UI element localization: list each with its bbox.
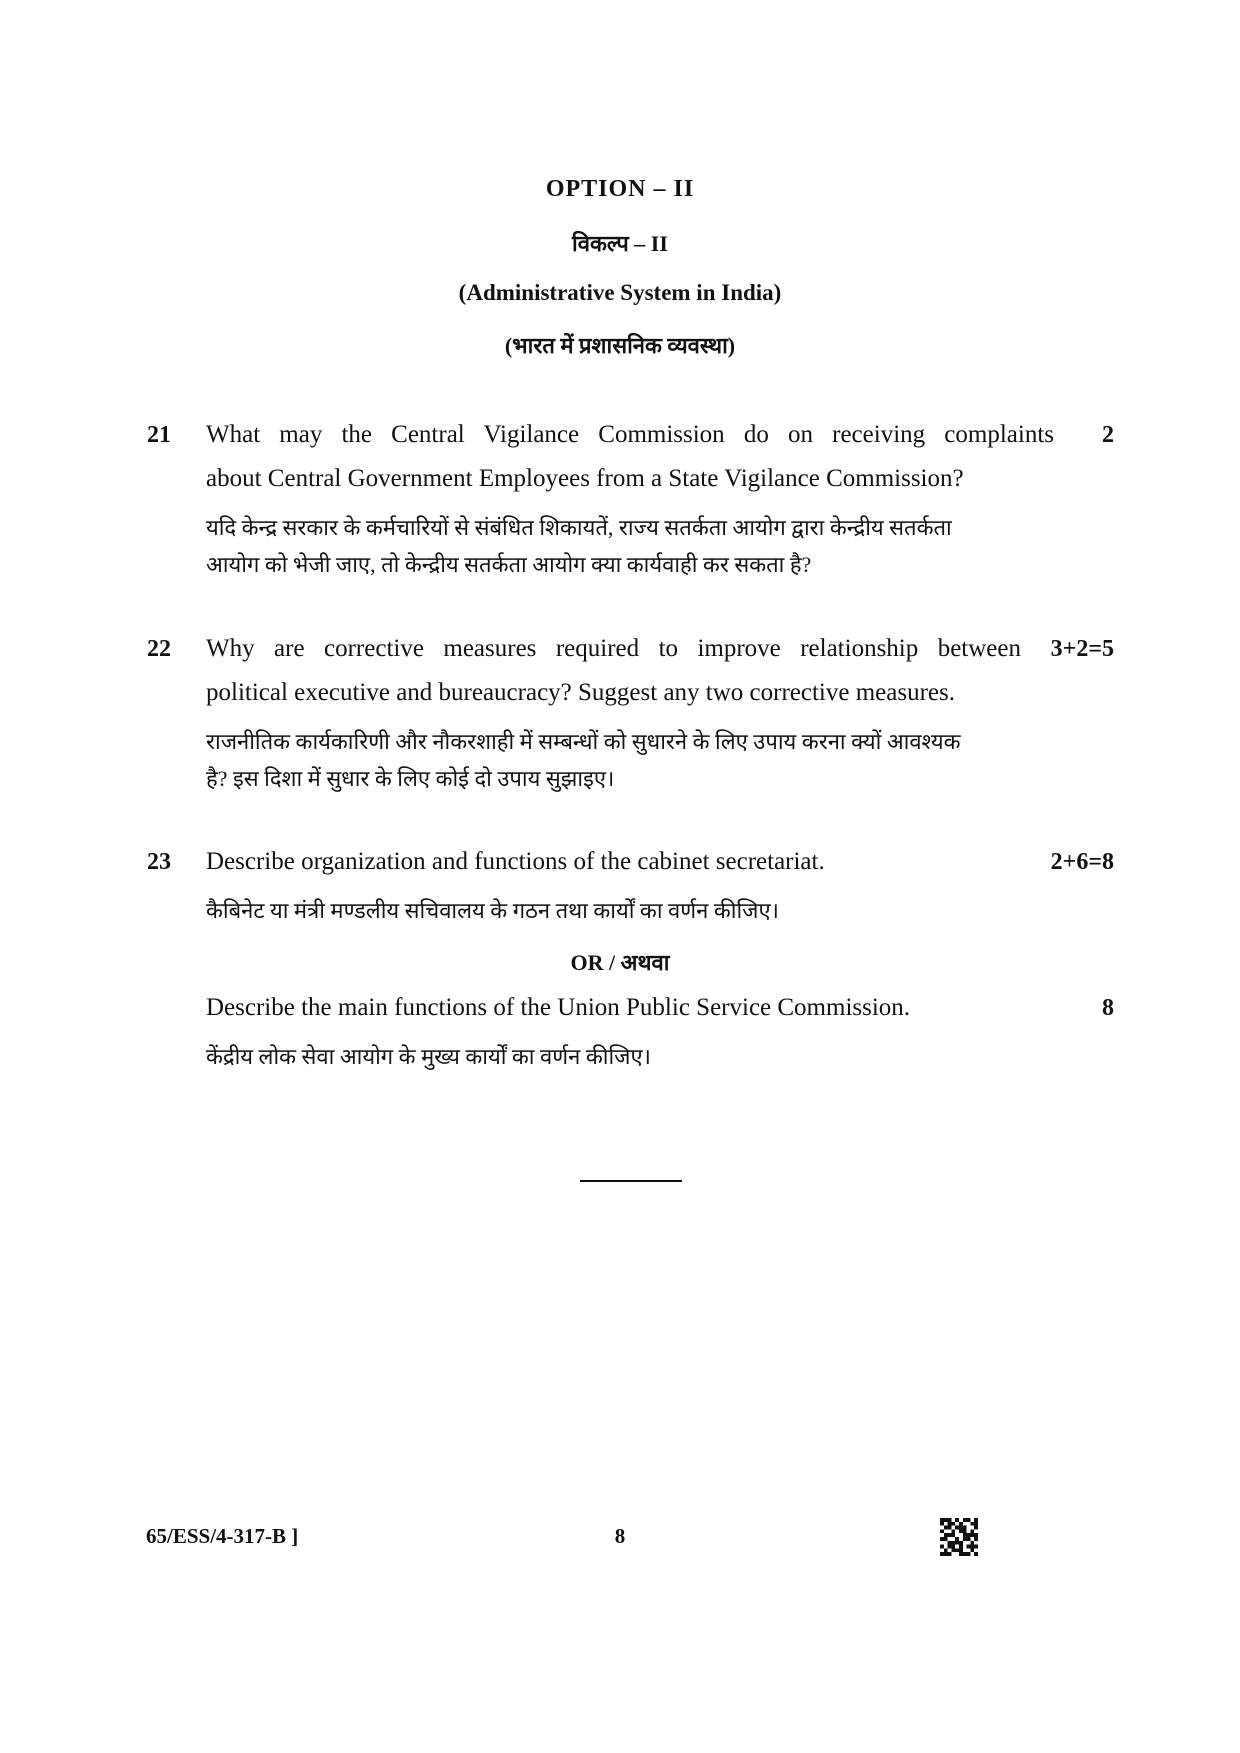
question-number: 22 — [147, 636, 171, 662]
question-marks: 2+6=8 — [1050, 849, 1114, 875]
question-marks: 8 — [1102, 995, 1114, 1021]
paper-code: 65/ESS/4-317-B ] — [146, 1524, 299, 1548]
question-text-line: Describe organization and functions of the cabinet secretariat. — [206, 848, 825, 875]
question-text-line: What may the Central Vigilance Commission do on receiving complaints — [206, 421, 1054, 448]
section-title-hindi: (भारत में प्रशासनिक व्यवस्था) — [504, 333, 736, 358]
question-hindi-line: केंद्रीय लोक सेवा आयोग के मुख्य कार्यों का वर्णन कीजिए। — [206, 1044, 651, 1069]
question-hindi-line: राजनीतिक कार्यकारिणी और नौकरशाही में सम्बन्धों को सुधारने के लिए उपाय करना क्यों आवश्यक — [206, 729, 961, 754]
or-separator: OR / अथवा — [570, 950, 670, 975]
question-number: 23 — [147, 849, 171, 875]
question-hindi-line: कैबिनेट या मंत्री मण्डलीय सचिवालय के गठन तथा कार्यों का वर्णन कीजिए। — [206, 898, 779, 923]
question-text-line: Why are corrective measures required to improve relationship between — [206, 635, 1021, 662]
question-text-line: Describe the main functions of the Union Public Service Commission. — [206, 994, 911, 1021]
option-heading-hindi: विकल्प – II — [572, 231, 668, 256]
question-hindi-line: आयोग को भेजी जाए, तो केन्द्रीय सतर्कता आयोग क्या कार्यवाही कर सकता है? — [206, 552, 812, 577]
question-hindi-line: है? इस दिशा में सुधार के लिए कोई दो उपाय सुझाइए। — [206, 766, 615, 791]
end-rule — [580, 1180, 682, 1182]
section-title: (Administrative System in India) — [458, 280, 782, 305]
question-marks: 3+2=5 — [1050, 636, 1114, 662]
option-heading: OPTION – II — [545, 176, 695, 202]
question-text-line: political executive and bureaucracy? Suggest any two corrective measures. — [206, 679, 955, 706]
page-number: 8 — [614, 1524, 626, 1548]
qr-code-icon — [939, 1518, 979, 1556]
question-number: 21 — [147, 422, 171, 448]
question-hindi-line: यदि केन्द्र सरकार के कर्मचारियों से संबंधित शिकायतें, राज्य सतर्कता आयोग द्वारा केन्द्रीय सतर्कता — [206, 515, 952, 540]
question-marks: 2 — [1102, 422, 1114, 448]
question-text-line: about Central Government Employees from a State Vigilance Commission? — [206, 465, 964, 492]
